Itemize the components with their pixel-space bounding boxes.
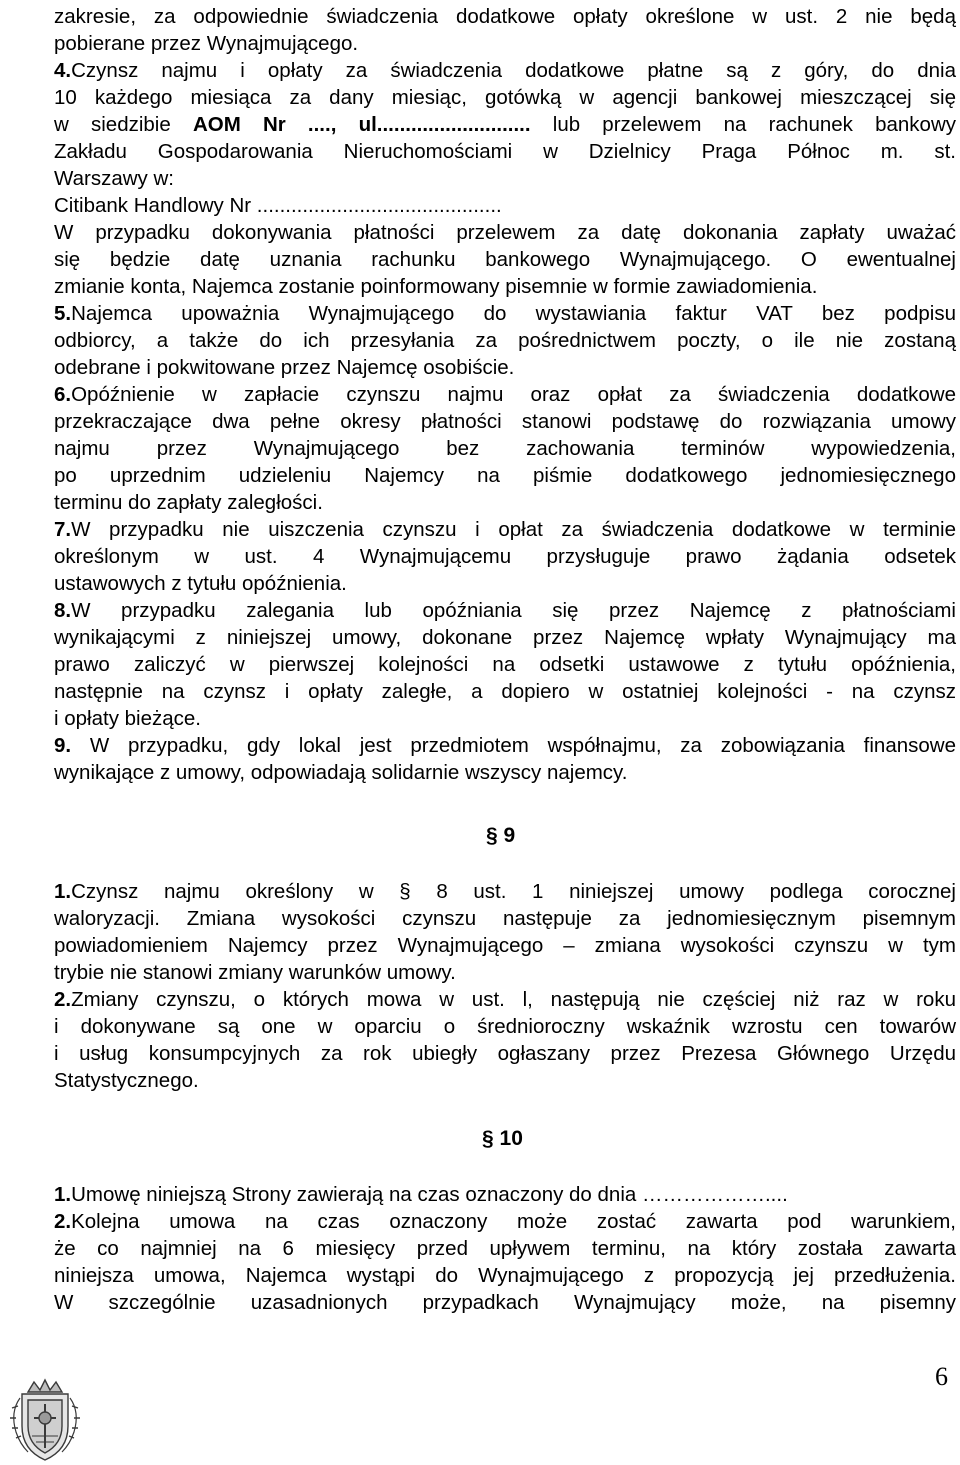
- text-run: Czynsz najmu określony w § 8 ust. 1 niniejszej umowy podlega corocznej: [71, 880, 956, 903]
- text-line: [54, 570, 956, 597]
- clause-number: 7.: [54, 518, 72, 541]
- text-line: [54, 1208, 956, 1235]
- text-run: Zakładu Gospodarowania Nieruchomościami w Dzielnicy Praga Północ m. st.: [54, 140, 956, 163]
- text-run: najmu przez Wynajmującego bez zachowania terminów wypowiedzenia,: [54, 437, 956, 460]
- contract-text-section-10: [54, 1181, 956, 1316]
- contract-text-section-9: [54, 878, 956, 1094]
- text-line: [54, 651, 956, 678]
- text-run: niniejsza umowa, Najemca wystąpi do Wynajmującego z propozycją jej przedłużenia.: [54, 1264, 956, 1287]
- text-run: powiadomieniem Najemcy przez Wynajmującego – zmiana wysokości czynszu w tym: [54, 934, 956, 957]
- text-run: W przypadku dokonywania płatności przelewem za datę dokonania zapłaty uważać: [54, 221, 956, 244]
- text-line: [54, 705, 956, 732]
- text-line: [54, 1235, 956, 1262]
- text-run: zakresie, za odpowiednie świadczenia dodatkowe opłaty określone w ust. 2 nie będą: [54, 5, 956, 28]
- text-run: waloryzacji. Zmiana wysokości czynszu następuje za jednomiesięcznym pisemnym: [54, 907, 956, 930]
- text-line: [54, 381, 956, 408]
- text-line: [54, 300, 956, 327]
- text-line: [54, 435, 956, 462]
- clause-number: 4.: [54, 59, 72, 82]
- text-run: i opłaty bieżące.: [54, 707, 202, 730]
- clause-number: AOM Nr ...., ul...........................: [192, 113, 531, 136]
- text-run: Citibank Handlowy Nr ...........................................: [54, 194, 502, 217]
- district-coat-of-arms-icon: [6, 1378, 84, 1464]
- text-line: [54, 959, 956, 986]
- text-line: [54, 1067, 956, 1094]
- clause-number: 1.: [54, 1183, 72, 1206]
- text-line: [54, 489, 956, 516]
- text-line: [54, 1289, 956, 1316]
- text-line: [54, 219, 956, 246]
- text-line: [54, 408, 956, 435]
- text-line: [54, 192, 956, 219]
- text-line: [54, 273, 956, 300]
- text-line: [54, 462, 956, 489]
- text-line: [54, 732, 956, 759]
- text-line: [54, 30, 956, 57]
- text-line: [54, 516, 956, 543]
- text-run: W szczególnie uzasadnionych przypadkach Wynajmujący może, na pisemny: [54, 1291, 956, 1314]
- text-run: Warszawy w:: [54, 167, 174, 190]
- text-run: W przypadku, gdy lokal jest przedmiotem współnajmu, za zobowiązania finansowe: [71, 734, 956, 757]
- text-run: wynikającymi z niniejszej umowy, dokonane przez Najemcę wpłaty Wynajmujący ma: [54, 626, 956, 649]
- text-line: [54, 759, 956, 786]
- text-line: [54, 165, 956, 192]
- text-run: terminu do zapłaty zaległości.: [54, 491, 323, 514]
- text-run: określonym w ust. 4 Wynajmującemu przysługuje prawo żądania odsetek: [54, 545, 956, 568]
- page-number: 6: [935, 1362, 948, 1391]
- text-run: Czynsz najmu i opłaty za świadczenia dodatkowe płatne są z góry, do dnia: [71, 59, 956, 82]
- text-run: Statystycznego.: [54, 1069, 199, 1092]
- text-run: w siedzibie: [54, 113, 193, 136]
- text-run: zmianie konta, Najemca zostanie poinformowany pisemnie w formie zawiadomienia.: [54, 275, 818, 298]
- text-run: Opóźnienie w zapłacie czynszu najmu oraz opłat za świadczenia dodatkowe: [71, 383, 956, 406]
- text-line: [54, 3, 956, 30]
- text-run: po uprzednim udzieleniu Najemcy na piśmie dodatkowego jednomiesięcznego: [54, 464, 956, 487]
- clause-number: 2.: [54, 988, 72, 1011]
- text-run: Kolejna umowa na czas oznaczony może zostać zawarta pod warunkiem,: [71, 1210, 956, 1233]
- text-run: Najemca upoważnia Wynajmującego do wystawiania faktur VAT bez podpisu: [71, 302, 956, 325]
- text-run: pobierane przez Wynajmującego.: [54, 32, 359, 55]
- clause-number: 2.: [54, 1210, 72, 1233]
- clause-number: 1.: [54, 880, 72, 903]
- text-line: [54, 354, 956, 381]
- text-run: wynikające z umowy, odpowiadają solidarnie wszyscy najemcy.: [54, 761, 628, 784]
- clause-number: 6.: [54, 383, 72, 406]
- text-run: W przypadku zalegania lub opóźniania się przez Najemcę z płatnościami: [71, 599, 956, 622]
- clause-number: 5.: [54, 302, 72, 325]
- section-heading-10: § 10: [482, 1127, 523, 1150]
- section-heading-9: § 9: [486, 824, 516, 847]
- contract-text-section-8: [54, 3, 956, 786]
- text-run: następnie na czynsz i opłaty zaległe, a dopiero w ostatniej kolejności - na czynsz: [54, 680, 956, 703]
- text-run: się będzie datę uznania rachunku bankowego Wynajmującego. O ewentualnej: [54, 248, 956, 271]
- text-run: 10 każdego miesiąca za dany miesiąc, gotówką w agencji bankowej mieszczącej się: [54, 86, 956, 109]
- text-run: lub przelewem na rachunek bankowy: [530, 113, 957, 136]
- text-line: [54, 1040, 956, 1067]
- text-line: [54, 111, 956, 138]
- text-line: [54, 1262, 956, 1289]
- clause-number: 8.: [54, 599, 72, 622]
- text-line: [54, 57, 956, 84]
- text-line: [54, 905, 956, 932]
- text-run: i dokonywane są one w oparciu o średnioroczny wskaźnik wzrostu cen towarów: [54, 1015, 956, 1038]
- text-run: i usług konsumpcyjnych za rok ubiegły ogłaszany przez Prezesa Głównego Urzędu: [54, 1042, 956, 1065]
- text-run: prawo zaliczyć w pierwszej kolejności na odsetki ustawowe z tytułu opóźnienia,: [54, 653, 956, 676]
- text-run: W przypadku nie uiszczenia czynszu i opłat za świadczenia dodatkowe w terminie: [71, 518, 956, 541]
- text-line: [54, 246, 956, 273]
- text-line: [54, 678, 956, 705]
- text-line: [54, 1181, 956, 1208]
- text-line: [54, 543, 956, 570]
- text-line: [54, 597, 956, 624]
- text-run: odebrane i pokwitowane przez Najemcę osobiście.: [54, 356, 515, 379]
- text-line: [54, 624, 956, 651]
- text-run: ustawowych z tytułu opóźnienia.: [54, 572, 347, 595]
- text-run: przekraczające dwa pełne okresy płatności stanowi podstawę do rozwiązania umowy: [54, 410, 956, 433]
- text-run: że co najmniej na 6 miesięcy przed upływem terminu, na który została zawarta: [54, 1237, 956, 1260]
- text-run: odbiorcy, a także do ich przesyłania za pośrednictwem poczty, o ile nie zostaną: [54, 329, 956, 352]
- text-line: [54, 986, 956, 1013]
- text-line: [54, 327, 956, 354]
- text-line: [54, 138, 956, 165]
- text-run: trybie nie stanowi zmiany warunków umowy.: [54, 961, 456, 984]
- text-line: [54, 84, 956, 111]
- text-line: [54, 1013, 956, 1040]
- text-line: [54, 878, 956, 905]
- text-line: [54, 932, 956, 959]
- clause-number: 9.: [54, 734, 72, 757]
- text-run: Umowę niniejszą Strony zawierają na czas oznaczony do dnia ………………....: [71, 1183, 788, 1206]
- text-run: Zmiany czynszu, o których mowa w ust. l, następują nie częściej niż raz w roku: [71, 988, 956, 1011]
